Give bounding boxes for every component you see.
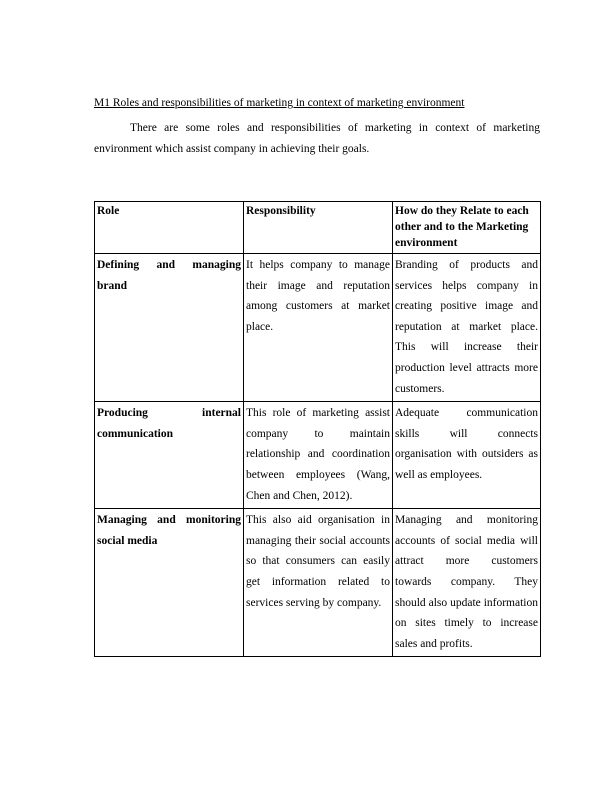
roles-table xyxy=(94,201,541,657)
row-relation: Adequate communication skills will connects organisation with outsiders as well as employees. xyxy=(393,402,541,509)
section-heading: M1 Roles and responsibilities of marketing in context of marketing environment xyxy=(94,97,465,109)
intro-paragraph: There are some roles and responsibilities of marketing in context of marketing environment which assist company in achieving their goals. xyxy=(94,122,540,155)
row-role: Producing internal communication xyxy=(95,402,244,509)
row-responsibility: This also aid organisation in managing their social accounts so that consumers can easily get information related to services serving by company. xyxy=(244,509,393,657)
row-role: Defining and managing brand xyxy=(95,254,244,402)
row-responsibility: This role of marketing assist company to maintain relationship and coordination between employees (Wang, Chen and Chen, 2012). xyxy=(244,402,393,509)
header-role: Role xyxy=(95,202,244,254)
table-row xyxy=(95,254,541,402)
table-row xyxy=(95,509,541,657)
table-row xyxy=(95,402,541,509)
header-relation: How do they Relate to each other and to the Marketing environment xyxy=(393,202,541,254)
row-responsibility: It helps company to manage their image and reputation among customers at market place. xyxy=(244,254,393,402)
table-header-row xyxy=(95,202,541,254)
row-role: Managing and monitoring social media xyxy=(95,509,244,657)
header-responsibility: Responsibility xyxy=(244,202,393,254)
row-relation: Branding of products and services helps company in creating positive image and reputation at market place. This will increase their production level attracts more customers. xyxy=(393,254,541,402)
row-relation: Managing and monitoring accounts of social media will attract more customers towards company. They should also update information on sites timely to increase sales and profits. xyxy=(393,509,541,657)
